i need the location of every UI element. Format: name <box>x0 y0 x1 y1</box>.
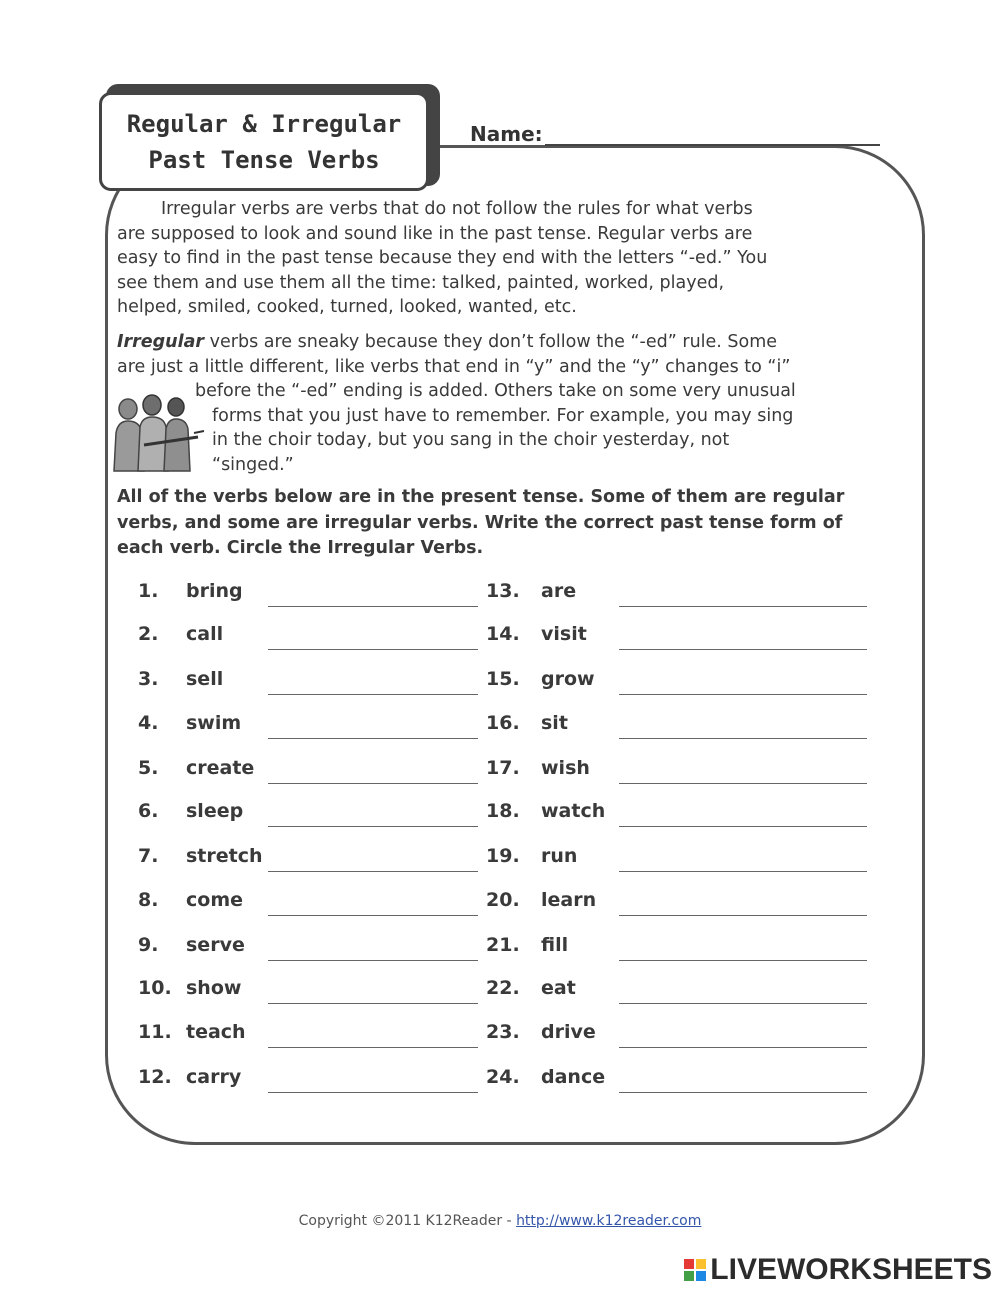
verb-word: sleep <box>186 800 244 822</box>
answer-blank[interactable] <box>619 960 867 961</box>
verb-number: 4. <box>138 712 159 734</box>
verb-item <box>486 934 871 964</box>
verb-word: grow <box>541 668 595 690</box>
verb-item <box>486 889 871 919</box>
verb-number: 24. <box>486 1066 520 1088</box>
verb-word: serve <box>186 934 245 956</box>
answer-blank[interactable] <box>268 1092 478 1093</box>
worksheet-title <box>99 92 429 191</box>
answer-blank[interactable] <box>619 1092 867 1093</box>
verb-word: sit <box>541 712 568 734</box>
answer-blank[interactable] <box>268 783 478 784</box>
answer-blank[interactable] <box>619 871 867 872</box>
irregular-line: verbs are sneaky because they don’t follow the “-ed” rule. Some <box>204 332 778 352</box>
answer-blank[interactable] <box>619 649 867 650</box>
verb-number: 12. <box>138 1066 172 1088</box>
verb-word: are <box>541 580 577 602</box>
name-field[interactable] <box>470 122 880 146</box>
answer-blank[interactable] <box>268 826 478 827</box>
verb-number: 1. <box>138 580 159 602</box>
verb-item <box>138 1066 483 1096</box>
verb-number: 14. <box>486 623 520 645</box>
verb-number: 22. <box>486 977 520 999</box>
verb-number: 9. <box>138 934 159 956</box>
irregular-line: in the choir today, but you sang in the choir yesterday, not <box>212 430 730 450</box>
verb-item <box>138 845 483 875</box>
verb-number: 10. <box>138 977 172 999</box>
name-blank[interactable] <box>545 126 880 146</box>
brand-name: LIVEWORKSHEETS <box>710 1253 992 1286</box>
intro-line: see them and use them all the time: talked, painted, worked, played, <box>117 272 725 293</box>
copyright-link[interactable]: http://www.k12reader.com <box>516 1213 702 1229</box>
verb-item <box>138 889 483 919</box>
instructions-line: each verb. Circle the Irregular Verbs. <box>117 538 484 558</box>
verb-word: call <box>186 623 224 645</box>
verb-word: eat <box>541 977 576 999</box>
verb-number: 15. <box>486 668 520 690</box>
answer-blank[interactable] <box>268 649 478 650</box>
verb-item <box>486 1021 871 1051</box>
irregular-line: are just a little different, like verbs that end in “y” and the “y” changes to “i” <box>117 356 791 377</box>
verb-number: 19. <box>486 845 520 867</box>
verb-word: carry <box>186 1066 242 1088</box>
verb-number: 16. <box>486 712 520 734</box>
verb-number: 11. <box>138 1021 172 1043</box>
verb-item <box>138 800 483 830</box>
answer-blank[interactable] <box>268 915 478 916</box>
irregular-line: forms that you just have to remember. For example, you may sing <box>212 405 794 426</box>
verb-item <box>486 580 871 610</box>
verb-item <box>486 977 871 1007</box>
answer-blank[interactable] <box>268 1047 478 1048</box>
verb-item <box>486 1066 871 1096</box>
verb-number: 18. <box>486 800 520 822</box>
verb-number: 23. <box>486 1021 520 1043</box>
instructions-line: verbs, and some are irregular verbs. Write the correct past tense form of <box>117 512 843 533</box>
verb-item <box>138 712 483 742</box>
verb-number: 21. <box>486 934 520 956</box>
irregular-paragraph <box>117 330 897 477</box>
verb-number: 20. <box>486 889 520 911</box>
title-line-2: Past Tense Verbs <box>148 145 380 174</box>
verb-item <box>138 668 483 698</box>
answer-blank[interactable] <box>268 1003 478 1004</box>
verb-word: dance <box>541 1066 606 1088</box>
verb-word: come <box>186 889 243 911</box>
verb-word: create <box>186 757 255 779</box>
answer-blank[interactable] <box>619 783 867 784</box>
verb-item <box>486 845 871 875</box>
verb-word: run <box>541 845 578 867</box>
instructions-line: All of the verbs below are in the present tense. Some of them are regular <box>117 487 845 507</box>
verb-item <box>138 757 483 787</box>
verb-number: 17. <box>486 757 520 779</box>
verb-word: show <box>186 977 242 999</box>
intro-paragraph <box>117 197 897 320</box>
verb-word: stretch <box>186 845 263 867</box>
answer-blank[interactable] <box>268 960 478 961</box>
verb-item <box>138 1021 483 1051</box>
answer-blank[interactable] <box>619 694 867 695</box>
verb-word: drive <box>541 1021 596 1043</box>
answer-blank[interactable] <box>268 694 478 695</box>
instructions <box>117 485 897 562</box>
verb-word: bring <box>186 580 243 602</box>
verb-word: watch <box>541 800 606 822</box>
verb-number: 13. <box>486 580 520 602</box>
verb-item <box>486 757 871 787</box>
verb-word: fill <box>541 934 569 956</box>
copyright-text: Copyright ©2011 K12Reader - <box>298 1213 517 1229</box>
liveworksheets-brand[interactable] <box>684 1253 992 1287</box>
answer-blank[interactable] <box>268 738 478 739</box>
verb-number: 6. <box>138 800 159 822</box>
verb-word: swim <box>186 712 242 734</box>
answer-blank[interactable] <box>619 738 867 739</box>
answer-blank[interactable] <box>619 1003 867 1004</box>
verb-number: 7. <box>138 845 159 867</box>
verb-number: 8. <box>138 889 159 911</box>
verb-word: learn <box>541 889 597 911</box>
verb-item <box>138 934 483 964</box>
title-line-1: Regular & Irregular <box>126 109 402 138</box>
intro-line: are supposed to look and sound like in the past tense. Regular verbs are <box>117 223 753 244</box>
copyright <box>0 1213 1000 1229</box>
intro-line: helped, smiled, cooked, turned, looked, wanted, etc. <box>117 297 577 317</box>
verb-item <box>138 977 483 1007</box>
verb-item <box>138 580 483 610</box>
intro-line: Irregular verbs are verbs that do not follow the rules for what verbs <box>161 199 753 219</box>
name-label: Name: <box>470 122 543 146</box>
answer-blank[interactable] <box>619 826 867 827</box>
verb-item <box>486 623 871 653</box>
verb-word: visit <box>541 623 587 645</box>
answer-blank[interactable] <box>268 606 478 607</box>
liveworksheets-logo-icon <box>684 1259 706 1281</box>
irregular-keyword: Irregular <box>117 332 205 352</box>
verb-item <box>486 800 871 830</box>
answer-blank[interactable] <box>619 915 867 916</box>
answer-blank[interactable] <box>268 871 478 872</box>
choir-singers-illustration <box>106 393 206 473</box>
verb-item <box>138 623 483 653</box>
answer-blank[interactable] <box>619 1047 867 1048</box>
verb-word: teach <box>186 1021 246 1043</box>
verb-word: sell <box>186 668 224 690</box>
verb-item <box>486 712 871 742</box>
verb-number: 3. <box>138 668 159 690</box>
irregular-line: “singed.” <box>212 454 294 475</box>
irregular-line: before the “-ed” ending is added. Others take on some very unusual <box>195 381 796 401</box>
verb-number: 2. <box>138 623 159 645</box>
verb-word: wish <box>541 757 590 779</box>
verb-item <box>486 668 871 698</box>
verb-number: 5. <box>138 757 159 779</box>
answer-blank[interactable] <box>619 606 867 607</box>
intro-line: easy to find in the past tense because they end with the letters “-ed.” You <box>117 248 768 268</box>
